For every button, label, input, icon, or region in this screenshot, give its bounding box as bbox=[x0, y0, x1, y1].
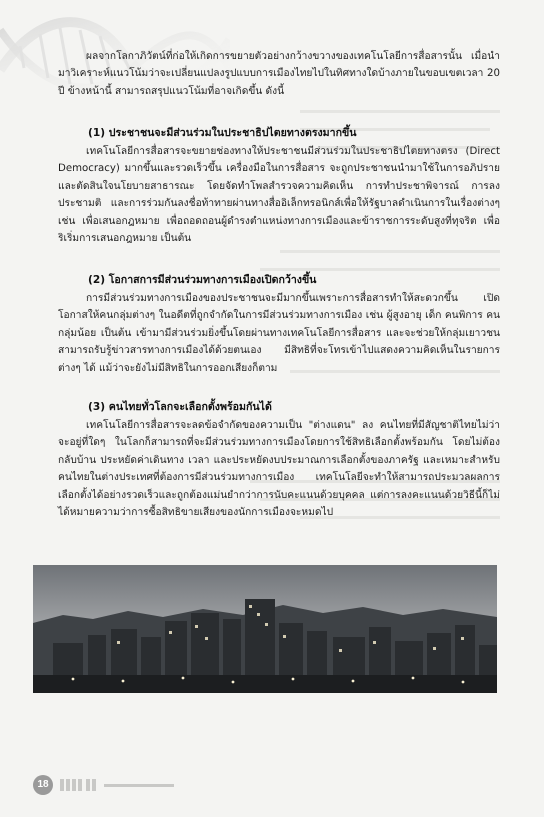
section-2-paragraph: การมีส่วนร่วมทางการเมืองของประชาชนจะมีมากขึ้นเพราะการสื่อสารทำให้สะดวกขึ้น เปิดโอกาสให้คนกลุ่มต่างๆ ในอดีตที่ถูกจำกัดในการมีส่วนร่วมทางการเมือง เช่น ผู้สูงอายุ เด็ก คนพิการ คนกลุ่มน้อย เป็นต้น เข้ามามีส่วนร่วมยิ่งขึ้นโดยผ่านทางเทคโนโลยีการสื่อสาร และจะช่วยให้กลุ่มเยาวชนสามารถรับรู้ข่าวสารทางการเมืองได้ด้วยตนเอง มีสิทธิที่จะโทรเข้าไปแสดงความคิดเห็นในรายการต่างๆ ได้ แม้ว่าจะยังไม่มีสิทธิในการออกเสียงก็ตาม bbox=[58, 293, 500, 374]
section-2-body bbox=[58, 290, 500, 388]
section-heading-2: (2) โอกาสการมีส่วนร่วมทางการเมืองเปิดกว้างขึ้น bbox=[88, 274, 317, 286]
city-skyline-photo bbox=[33, 565, 497, 693]
section-heading-1: (1) ประชาชนจะมีส่วนร่วมในประชาธิปไตยทางตรงมากขึ้น bbox=[88, 127, 357, 139]
footer-logo-mark bbox=[60, 776, 180, 794]
section-1-paragraph: เทคโนโลยีการสื่อสารจะขยายช่องทางให้ประชาชนมีส่วนร่วมในประชาธิปไตยทางตรง (Direct Democracy) มากขึ้นและรวดเร็วขึ้น เครื่องมือในการสื่อสาร จะถูกประชาชนนำมาใช้ในการอภิปรายและตัดสินใจนโยบายสาธารณะ โดยจัดทำโพลสำรวจความคิดเห็น การทำประชาพิจารณ์ การลงประชามติ และการร่วมกันลงชื่อท้าทายผ่านทางสื่ออิเล็กทรอนิกส์เพื่อให้รัฐบาลดำเนินการในเรื่องต่างๆ เช่น เพื่อเสนอกฎหมาย เพื่อถอดถอนผู้ดำรงตำแหน่งทางการเมืองและข้าราชการระดับสูงที่ทุจริต เพื่อริเริ่มการเสนอกฎหมาย เป็นต้น bbox=[58, 146, 500, 245]
section-3-body bbox=[58, 417, 500, 532]
article-body bbox=[58, 48, 500, 111]
page-number-badge: 18 bbox=[33, 775, 53, 795]
section-1-body bbox=[58, 143, 500, 258]
section-3-paragraph: เทคโนโลยีการสื่อสารจะลดข้อจำกัดของความเป็น "ต่างแดน" ลง คนไทยที่มีสัญชาติไทยไม่ว่าจะอยู่ที่ใดๆ ในโลกก็สามารถที่จะมีส่วนร่วมทางการเมืองโดยการใช้สิทธิเลือกตั้งพร้อมกัน โดยไม่ต้องกลับบ้าน ประหยัดค่าเดินทาง เวลา และประหยัดงบประมาณการเลือกตั้งของภาครัฐ และเหมาะสำหรับคนไทยในต่างประเทศที่ต้องการมีส่วนร่วมทางการเมือง เทคโนโลยีจะทำให้สามารถประมวลผลการเลือกตั้งได้อย่างรวดเร็วและถูกต้องแม่นยำกว่าการนับคะแนนด้วยบุคคล แต่การลงคะแนนด้วยวิธีนี้ก็ไม่ได้หมายความว่าการซื้อสิทธิขายเสียงของนักการเมืองจะหมดไป bbox=[58, 420, 500, 519]
intro-paragraph: ผลจากโลกาภิวัตน์ที่ก่อให้เกิดการขยายตัวอย่างกว้างขวางของเทคโนโลยีการสื่อสารนั้น เมื่อนำมาวิเคราะห์แนวโน้มว่าจะเปลี่ยนแปลงรูปแบบการเมืองไทยไปในทิศทางใดบ้างภายในขอบเขตเวลา 20 ปี ข้างหน้านี้ สามารถสรุปแนวโน้มที่อาจเกิดขึ้น ดังนี้ bbox=[58, 51, 500, 97]
section-heading-3: (3) คนไทยทั่วโลกจะเลือกตั้งพร้อมกันได้ bbox=[88, 401, 272, 413]
